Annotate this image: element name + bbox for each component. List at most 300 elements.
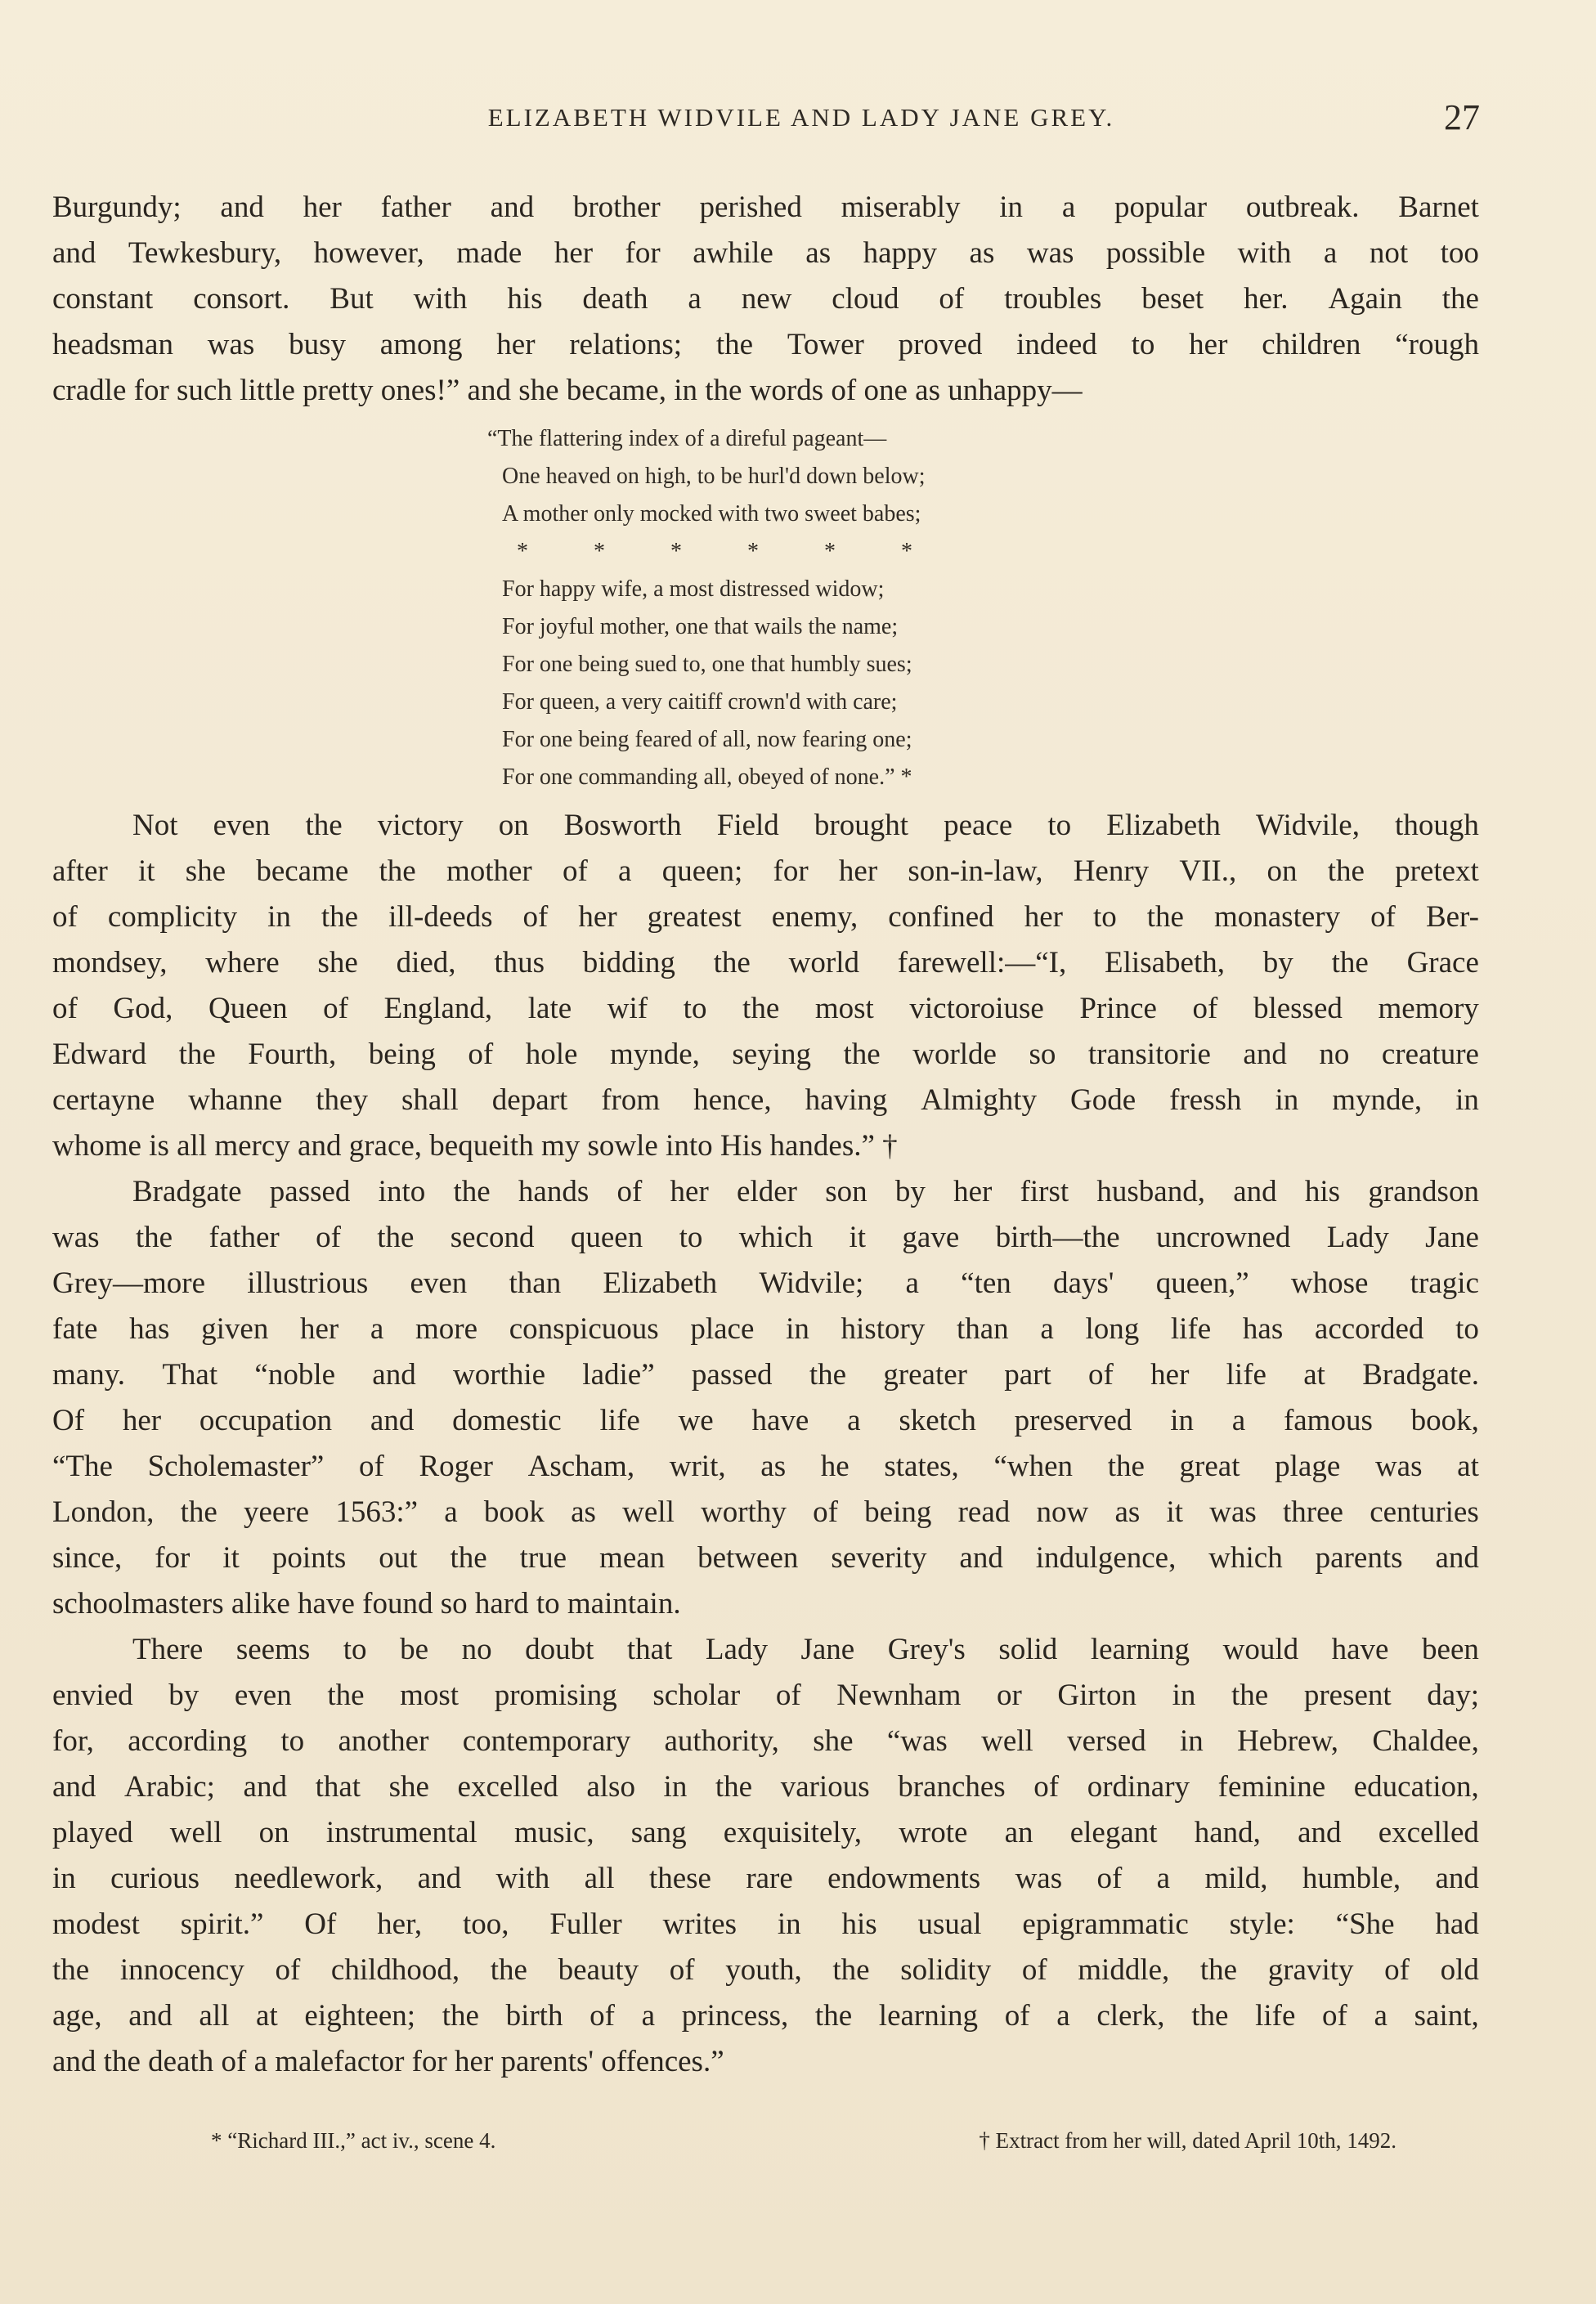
- word: victoroiuse: [909, 992, 1044, 1025]
- word: even: [410, 1266, 468, 1300]
- word: states,: [884, 1450, 959, 1483]
- word: as: [805, 236, 832, 270]
- word: his: [507, 282, 543, 316]
- word: with: [495, 1862, 550, 1895]
- word: birth: [505, 1999, 563, 2033]
- word: epigrammatic: [1022, 1907, 1189, 1941]
- word: made: [456, 236, 522, 270]
- word: the: [1441, 282, 1479, 316]
- word: and: [1243, 1038, 1287, 1071]
- word: Not: [132, 809, 178, 842]
- word: sketch: [899, 1404, 976, 1437]
- word: of: [323, 992, 348, 1025]
- word: on: [1266, 854, 1298, 888]
- word: “rough: [1395, 328, 1479, 361]
- word: innocency: [119, 1953, 244, 1987]
- word: for: [773, 854, 809, 888]
- word: of: [775, 1679, 801, 1712]
- word: “when: [993, 1450, 1074, 1483]
- word: preserved: [1014, 1404, 1132, 1437]
- text-line: [52, 1307, 1479, 1352]
- word: first: [1020, 1175, 1069, 1208]
- word: queen;: [661, 854, 743, 888]
- word: played: [52, 1816, 133, 1849]
- word: Scholemaster”: [147, 1450, 325, 1483]
- text-line: [52, 1169, 1479, 1215]
- word: a: [1156, 1862, 1171, 1895]
- word: Elisabeth,: [1105, 946, 1225, 979]
- word: the: [321, 900, 359, 934]
- word: doubt: [525, 1633, 594, 1666]
- word: worthie: [453, 1358, 546, 1392]
- word: as: [571, 1495, 596, 1529]
- word: enemy,: [771, 900, 859, 934]
- word: of: [1384, 1953, 1410, 1987]
- word: Grace: [1406, 946, 1479, 979]
- word: passed: [269, 1175, 351, 1208]
- word: gravity: [1267, 1953, 1354, 1987]
- text-line: [52, 849, 1479, 894]
- word: the: [715, 328, 754, 361]
- word: she: [185, 854, 226, 888]
- word: according: [128, 1724, 248, 1758]
- asterisk: *: [517, 539, 528, 564]
- word: life: [1170, 1312, 1212, 1346]
- word: of: [1322, 1999, 1347, 2033]
- word: of: [1004, 1999, 1030, 2033]
- word: which: [1208, 1541, 1283, 1575]
- word: Elizabeth: [603, 1266, 718, 1300]
- word: was: [1374, 1450, 1423, 1483]
- word: creature: [1381, 1038, 1479, 1071]
- word: style:: [1229, 1907, 1295, 1941]
- word: consort.: [193, 282, 290, 316]
- word: book,: [1410, 1404, 1479, 1437]
- word: great: [1179, 1450, 1240, 1483]
- text-line: [52, 940, 1479, 986]
- word: has: [129, 1312, 170, 1346]
- word: her: [554, 236, 594, 270]
- word: Bradgate.: [1362, 1358, 1479, 1392]
- word: a: [688, 282, 702, 316]
- word: life: [599, 1404, 640, 1437]
- word: outbreak.: [1245, 191, 1360, 224]
- text-line: [52, 1490, 1479, 1535]
- word: long: [1085, 1312, 1140, 1346]
- word: sang: [630, 1816, 687, 1849]
- word: to: [679, 1221, 703, 1254]
- word: as: [969, 236, 995, 270]
- word: and: [1435, 1541, 1479, 1575]
- word: present: [1303, 1679, 1392, 1712]
- word: a: [641, 1999, 656, 2033]
- word: her: [838, 854, 878, 888]
- word: plage: [1275, 1450, 1341, 1483]
- word: was: [52, 1221, 100, 1254]
- word: of: [813, 1495, 838, 1529]
- word: happy: [863, 236, 938, 270]
- word: at: [256, 1999, 278, 2033]
- word: in: [777, 1907, 801, 1941]
- word: of: [562, 854, 588, 888]
- word: “She: [1335, 1907, 1395, 1941]
- word: branches: [898, 1770, 1006, 1804]
- word: day;: [1427, 1679, 1479, 1712]
- word: Tewkesbury,: [128, 236, 282, 270]
- word: Barnet: [1398, 191, 1479, 224]
- footnote-will-extract: † Extract from her will, dated April 10th, 1492.: [979, 2128, 1396, 2153]
- word: or: [996, 1679, 1022, 1712]
- word: and: [370, 1404, 415, 1437]
- word: no: [1319, 1038, 1350, 1071]
- word: scholar: [652, 1679, 741, 1712]
- word: memory: [1378, 992, 1479, 1025]
- word: that: [315, 1770, 361, 1804]
- word: a: [618, 854, 632, 888]
- word: promising: [494, 1679, 617, 1712]
- word: these: [648, 1862, 711, 1895]
- word: that: [626, 1633, 673, 1666]
- word: her: [1024, 900, 1063, 934]
- word: Jane: [1425, 1221, 1479, 1254]
- word: Tower: [787, 328, 864, 361]
- word: greatest: [647, 900, 742, 934]
- word: place: [690, 1312, 755, 1346]
- word: to: [683, 992, 707, 1025]
- word: the: [814, 1999, 853, 2033]
- word: book: [483, 1495, 545, 1529]
- word: the: [442, 1999, 479, 2033]
- word: in: [1455, 1083, 1479, 1117]
- word: Field: [716, 809, 779, 842]
- word: bidding: [582, 946, 675, 979]
- word: eighteen;: [304, 1999, 416, 2033]
- word: the: [1199, 1953, 1238, 1987]
- word: the: [327, 1679, 365, 1712]
- word: the: [1107, 1450, 1145, 1483]
- word: new: [741, 282, 792, 316]
- verse-quotation: [487, 420, 1172, 796]
- word: too,: [463, 1907, 509, 1941]
- word: solid: [998, 1633, 1058, 1666]
- word: Grey—more: [52, 1266, 205, 1300]
- word: uncrowned: [1156, 1221, 1291, 1254]
- word: Again: [1328, 282, 1402, 316]
- word: days': [1052, 1266, 1114, 1300]
- word: on: [258, 1816, 289, 1849]
- word: for: [625, 236, 661, 270]
- word: read: [957, 1495, 1011, 1529]
- word: in: [267, 900, 291, 934]
- word: was: [1015, 1862, 1063, 1895]
- word: of: [316, 1221, 341, 1254]
- word: troubles: [1004, 282, 1102, 316]
- word: even: [213, 809, 271, 842]
- word: the: [715, 1770, 753, 1804]
- word: VII.,: [1179, 854, 1237, 888]
- word: queen,”: [1155, 1266, 1249, 1300]
- word: Lady: [1326, 1221, 1389, 1254]
- word: where: [205, 946, 280, 979]
- word: ordinary: [1087, 1770, 1190, 1804]
- word: the: [450, 1541, 487, 1575]
- word: a: [1231, 1404, 1246, 1437]
- word: children: [1262, 328, 1361, 361]
- word: the: [377, 1221, 415, 1254]
- word: tragic: [1410, 1266, 1479, 1300]
- word: to: [1047, 809, 1072, 842]
- word: was: [207, 328, 255, 361]
- word: whanne: [188, 1083, 283, 1117]
- word: it: [1166, 1495, 1184, 1529]
- text-line: [52, 1078, 1479, 1123]
- word: versed: [1067, 1724, 1146, 1758]
- word: England,: [383, 992, 493, 1025]
- word: the: [453, 1175, 491, 1208]
- word: spirit.”: [180, 1907, 264, 1941]
- word: her: [300, 1312, 339, 1346]
- verse-line: For one being feared of all, now fearing one;: [502, 727, 912, 752]
- word: of: [616, 1175, 643, 1208]
- word: in: [663, 1770, 688, 1804]
- word: in: [999, 191, 1024, 224]
- word: and: [417, 1862, 462, 1895]
- word: than: [509, 1266, 562, 1300]
- word: famous: [1283, 1404, 1373, 1437]
- word: Bradgate: [132, 1175, 242, 1208]
- word: into: [378, 1175, 426, 1208]
- word: given: [201, 1312, 269, 1346]
- word: hence,: [693, 1083, 772, 1117]
- word: usual: [917, 1907, 982, 1941]
- word: true: [519, 1541, 567, 1575]
- word: grandson: [1368, 1175, 1479, 1208]
- word: in: [1275, 1083, 1299, 1117]
- word: thus: [494, 946, 545, 979]
- word: greater: [883, 1358, 967, 1392]
- word: by: [1262, 946, 1293, 979]
- word: on: [498, 809, 529, 842]
- word: authority,: [664, 1724, 779, 1758]
- text-line: schoolmasters alike have found so hard to maintain.: [52, 1587, 681, 1620]
- word: transitorie: [1087, 1038, 1211, 1071]
- word: age,: [52, 1999, 102, 2033]
- word: late: [527, 992, 572, 1025]
- text-line: [52, 276, 1479, 322]
- word: of: [590, 1999, 615, 2033]
- word: Burgundy;: [52, 191, 182, 224]
- word: a: [1040, 1312, 1054, 1346]
- word: But: [330, 282, 374, 316]
- word: Grey's: [887, 1633, 966, 1666]
- word: Hebrew,: [1237, 1724, 1339, 1758]
- word: we: [678, 1404, 714, 1437]
- word: as: [1114, 1495, 1141, 1529]
- word: middle,: [1078, 1953, 1170, 1987]
- text-line: [52, 1764, 1479, 1810]
- word: it: [222, 1541, 240, 1575]
- word: many.: [52, 1358, 126, 1392]
- word: of: [52, 992, 78, 1025]
- text-line: [52, 1627, 1479, 1673]
- text-line: [52, 1398, 1479, 1444]
- word: fressh: [1169, 1083, 1242, 1117]
- word: childhood,: [330, 1953, 460, 1987]
- word: of: [1021, 1953, 1047, 1987]
- word: envied: [52, 1679, 133, 1712]
- verse-line: “The flattering index of a direful pageant—: [487, 426, 887, 451]
- word: she: [388, 1770, 429, 1804]
- text-line: [52, 1902, 1479, 1948]
- word: Of: [52, 1404, 85, 1437]
- word: Fuller: [549, 1907, 622, 1941]
- word: has: [1242, 1312, 1284, 1346]
- word: having: [805, 1083, 888, 1117]
- word: another: [338, 1724, 429, 1758]
- word: than: [956, 1312, 1009, 1346]
- word: and: [1233, 1175, 1277, 1208]
- word: they: [316, 1083, 368, 1117]
- word: and: [1435, 1862, 1479, 1895]
- word: a: [905, 1266, 919, 1300]
- text-line: whome is all mercy and grace, bequeith my sowle into His handes.” †: [52, 1129, 898, 1163]
- word: to: [1131, 328, 1155, 361]
- word: her: [122, 1404, 162, 1437]
- word: part: [1004, 1358, 1051, 1392]
- word: of: [1192, 992, 1218, 1025]
- text-line: [52, 1215, 1479, 1261]
- text-line: [52, 1352, 1479, 1398]
- word: between: [697, 1541, 799, 1575]
- word: in: [52, 1862, 76, 1895]
- word: her: [303, 191, 342, 224]
- asterisk: *: [594, 539, 605, 564]
- word: her: [670, 1175, 709, 1208]
- paragraph-bosworth: [52, 803, 1479, 1169]
- paragraph-bradgate: [52, 1169, 1479, 1627]
- paragraph-burgundy: [52, 185, 1479, 414]
- word: pretext: [1395, 854, 1479, 888]
- word: conspicuous: [509, 1312, 659, 1346]
- word: had: [1435, 1907, 1479, 1941]
- word: of: [52, 900, 78, 934]
- word: her: [1189, 328, 1228, 361]
- word: Almighty: [921, 1083, 1038, 1117]
- word: mondsey,: [52, 946, 168, 979]
- word: excelled: [1378, 1816, 1479, 1849]
- word: of: [939, 282, 965, 316]
- word: Edward: [52, 1038, 147, 1071]
- word: have: [1331, 1633, 1389, 1666]
- word: popular: [1114, 191, 1208, 224]
- word: London,: [52, 1495, 155, 1529]
- word: indulgence,: [1035, 1541, 1177, 1575]
- word: of: [275, 1953, 301, 1987]
- word: as: [760, 1450, 787, 1483]
- word: busy: [289, 328, 346, 361]
- page-number: 27: [1444, 97, 1480, 137]
- word: hand,: [1194, 1816, 1261, 1849]
- word: from: [601, 1083, 661, 1117]
- word: with: [1237, 236, 1292, 270]
- text-line: cradle for such little pretty ones!” and she became, in the words of one as unhappy—: [52, 374, 1083, 407]
- word: learning: [878, 1999, 979, 2033]
- text-line: [52, 803, 1479, 849]
- text-line: [52, 1948, 1479, 1993]
- word: seems: [235, 1633, 311, 1666]
- word: to: [1092, 900, 1117, 934]
- word: the: [832, 1953, 870, 1987]
- word: a: [1061, 191, 1076, 224]
- word: the: [52, 1953, 90, 1987]
- text-line: [52, 231, 1479, 276]
- word: writ,: [669, 1450, 726, 1483]
- word: her: [578, 900, 617, 934]
- word: to: [280, 1724, 305, 1758]
- word: illustrious: [247, 1266, 369, 1300]
- word: beset: [1141, 282, 1204, 316]
- word: at: [1303, 1358, 1325, 1392]
- word: by: [894, 1175, 926, 1208]
- word: well: [981, 1724, 1033, 1758]
- running-head: [123, 97, 1480, 137]
- word: awhile: [693, 236, 773, 270]
- verse-line: For happy wife, a most distressed widow;: [502, 576, 885, 602]
- word: among: [379, 328, 463, 361]
- word: old: [1440, 1953, 1479, 1987]
- main-text: [52, 185, 1479, 2085]
- word: be: [400, 1633, 429, 1666]
- word: hole: [525, 1038, 578, 1071]
- word: the: [1191, 1999, 1229, 2033]
- word: ladie”: [582, 1358, 655, 1392]
- word: to: [343, 1633, 367, 1666]
- text-line: [52, 1856, 1479, 1902]
- word: and: [490, 191, 535, 224]
- word: various: [780, 1770, 870, 1804]
- word: God,: [113, 992, 173, 1025]
- text-line: [52, 1261, 1479, 1307]
- word: so: [1029, 1038, 1056, 1071]
- word: ill-deeds: [388, 900, 493, 934]
- word: proved: [898, 328, 983, 361]
- word: queen: [570, 1221, 643, 1254]
- word: Widvile;: [759, 1266, 864, 1300]
- word: the: [809, 1358, 847, 1392]
- word: his: [841, 1907, 877, 1941]
- word: at: [1457, 1450, 1479, 1483]
- word: monastery: [1213, 900, 1341, 934]
- word: peace: [944, 809, 1013, 842]
- word: now: [1036, 1495, 1089, 1529]
- word: Lady: [705, 1633, 768, 1666]
- text-line: [52, 1719, 1479, 1764]
- word: parents: [1315, 1541, 1403, 1575]
- word: headsman: [52, 328, 173, 361]
- word: 1563:”: [335, 1495, 419, 1529]
- word: died,: [396, 946, 456, 979]
- word: would: [1222, 1633, 1299, 1666]
- word: the: [305, 809, 343, 842]
- word: cloud: [832, 282, 899, 316]
- word: brother: [572, 191, 661, 224]
- word: the: [135, 1221, 173, 1254]
- word: after: [52, 854, 108, 888]
- word: brought: [814, 809, 908, 842]
- word: the: [1331, 946, 1369, 979]
- word: endowments: [827, 1862, 981, 1895]
- word: farewell:—“I,: [897, 946, 1067, 979]
